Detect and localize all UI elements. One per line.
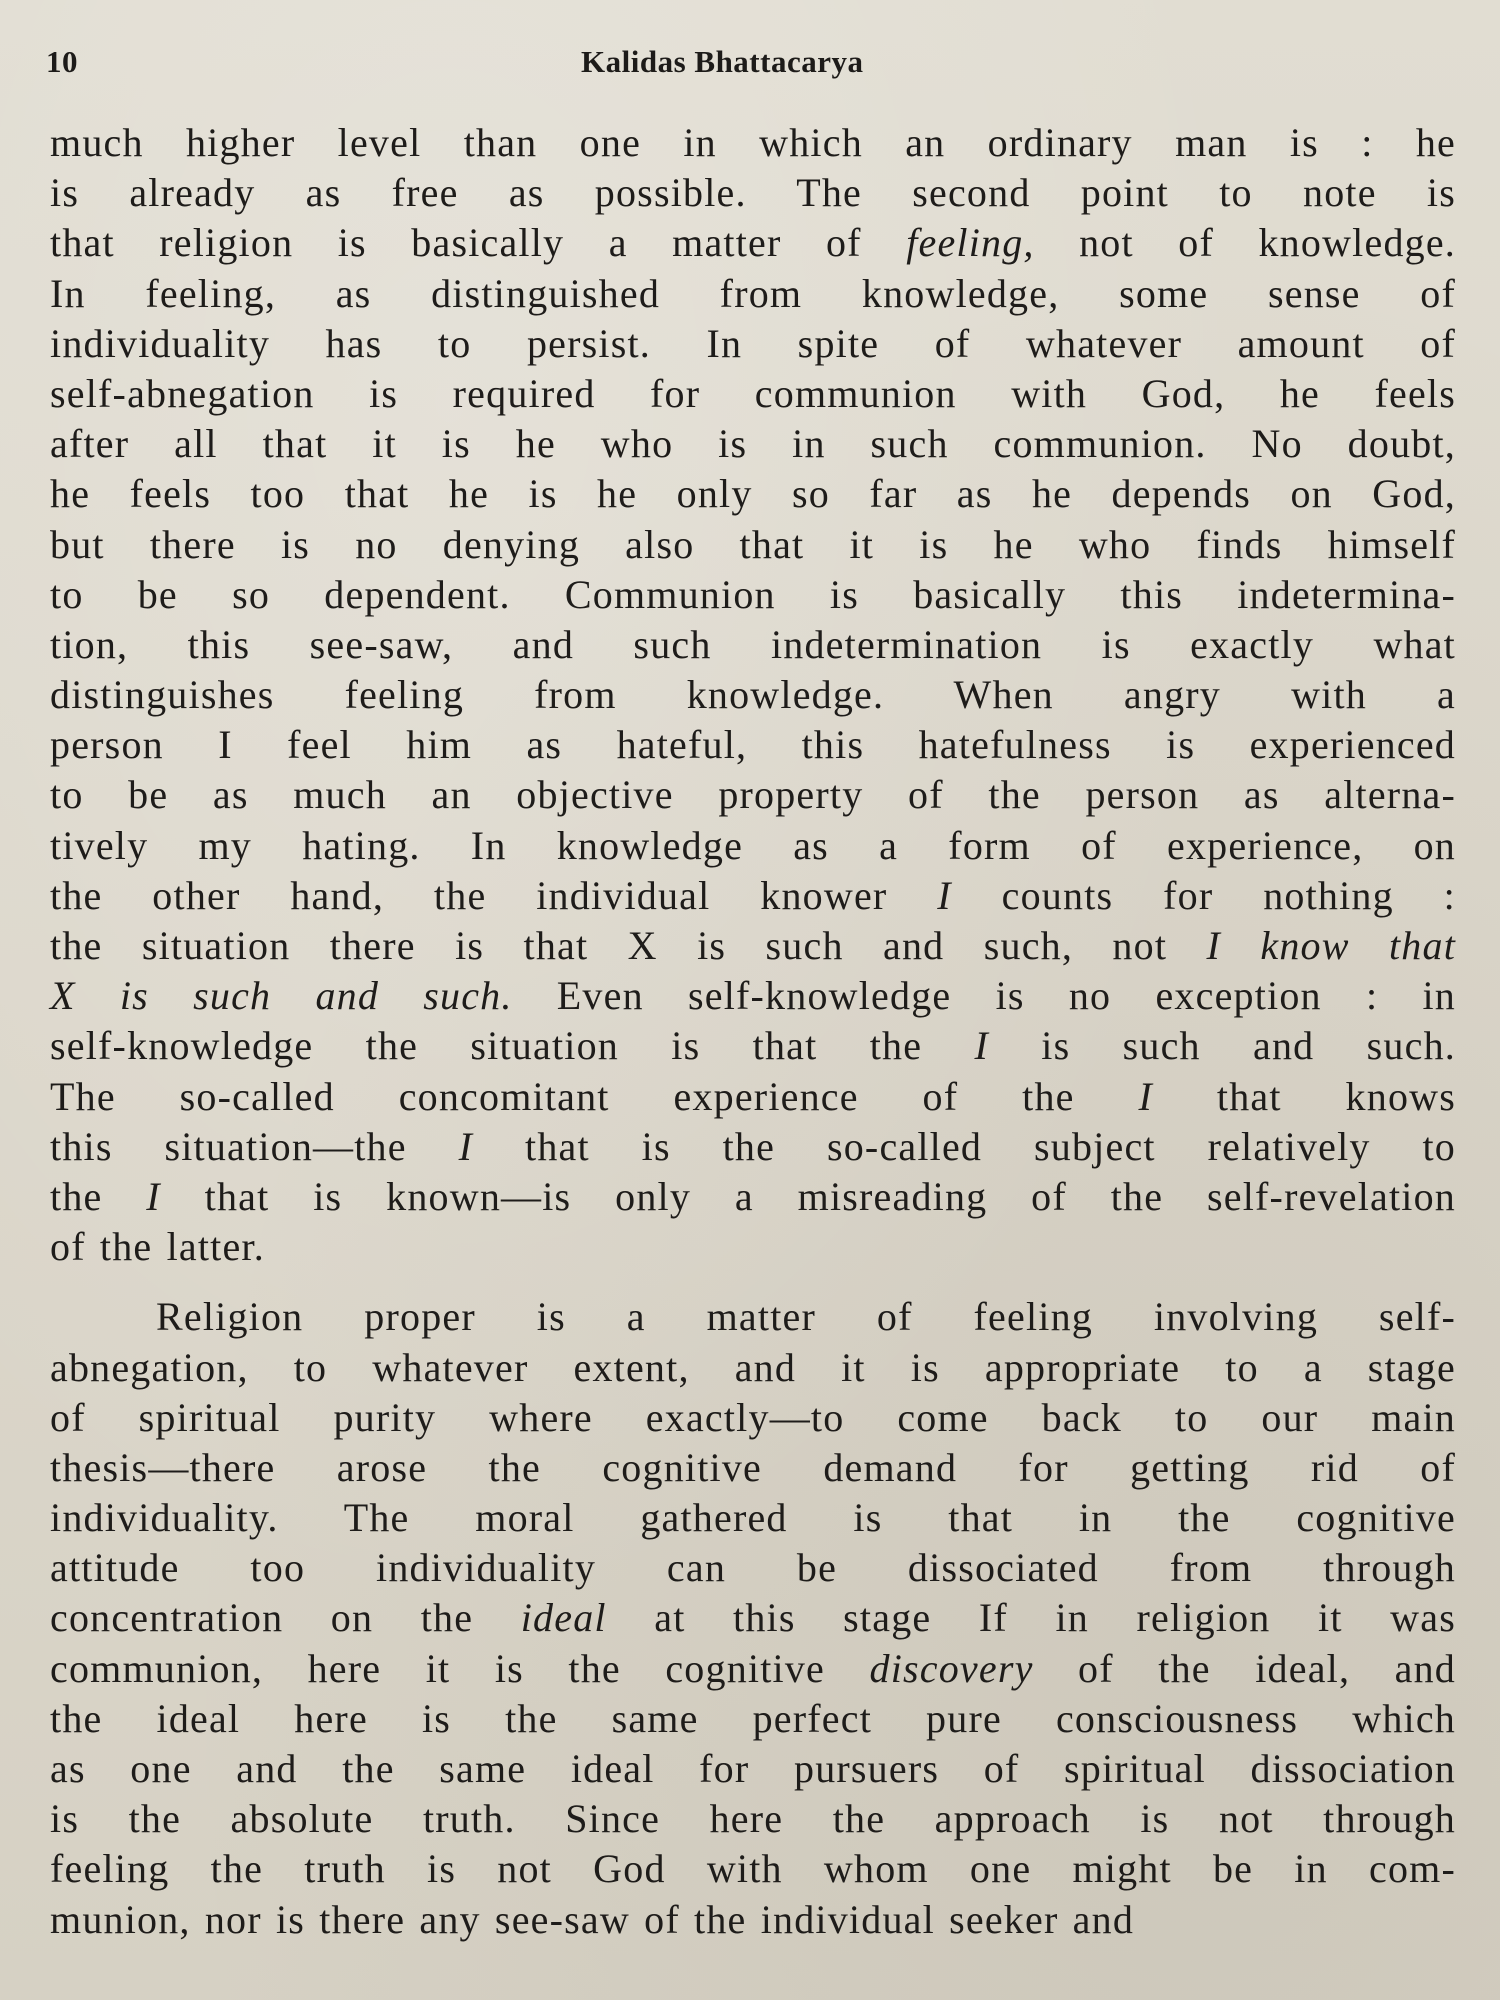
text-line (50, 369, 1456, 419)
text-run: he feels too that he is he only so far as he depends on God, (50, 471, 1456, 517)
text-line (50, 720, 1456, 770)
text-run: is such and such. (988, 1023, 1456, 1069)
running-head-author: Kalidas Bhattacarya (581, 44, 864, 79)
text-run: that knows (1153, 1073, 1457, 1119)
page-number: 10 (46, 44, 78, 79)
text-run: abnegation, to whatever extent, and it is appropriate to a stage (50, 1344, 1456, 1390)
text-run: counts for nothing : (951, 872, 1456, 918)
text-run: that is known—is only a misreading of the self-revelation (160, 1173, 1456, 1219)
text-line (50, 570, 1456, 620)
text-line (50, 1122, 1456, 1172)
text-line (50, 1343, 1456, 1393)
text-run: concentration on the (50, 1595, 521, 1641)
text-run: to be so dependent. Communion is basically this indetermina- (50, 571, 1456, 617)
text-line (50, 1292, 1456, 1342)
text-line (50, 168, 1456, 218)
text-line (50, 620, 1456, 670)
text-run: communion, here it is the cognitive (50, 1645, 870, 1691)
body-text (50, 118, 1456, 1945)
text-run: tively my hating. In knowledge as a form of experience, on (50, 822, 1456, 868)
text-line (50, 1644, 1456, 1694)
text-line (50, 1222, 1456, 1272)
text-line (50, 921, 1456, 971)
text-run: that religion is basically a matter of (50, 220, 907, 266)
text-run: attitude too individuality can be dissociated from through (50, 1545, 1456, 1591)
text-line (50, 1744, 1456, 1794)
italic-text-run: I know that (1206, 923, 1457, 968)
paragraph-gap (50, 1272, 1456, 1292)
text-line (50, 1443, 1456, 1493)
text-line (50, 770, 1456, 820)
text-line (50, 971, 1456, 1021)
text-run: feeling the truth is not God with whom one might be in com- (50, 1846, 1456, 1892)
text-run: of the latter. (50, 1224, 265, 1270)
text-line (50, 1794, 1456, 1844)
text-line (50, 269, 1456, 319)
text-run: of the ideal, and (1033, 1645, 1457, 1691)
text-line (50, 520, 1456, 570)
text-run: to be as much an objective property of the person as alterna- (50, 772, 1456, 818)
text-run: is already as free as possible. The second point to note is (50, 170, 1456, 216)
text-line (50, 670, 1456, 720)
text-line (50, 1021, 1456, 1071)
text-run: person I feel him as hateful, this hatefulness is experienced (50, 722, 1456, 768)
italic-text-run: I (974, 1023, 989, 1069)
text-run: The so-called concomitant experience of the (50, 1073, 1139, 1119)
text-line (50, 1694, 1456, 1744)
paragraph-1 (50, 118, 1456, 1272)
text-run: thesis—there arose the cognitive demand for getting rid of (50, 1444, 1456, 1490)
text-run: after all that it is he who is in such communion. No doubt, (50, 421, 1456, 467)
italic-text-run: discovery (869, 1645, 1034, 1691)
text-run: as one and the same ideal for pursuers of spiritual dissociation (50, 1746, 1456, 1791)
text-run: that is the so-called subject relatively to (473, 1123, 1457, 1169)
text-run: the other hand, the individual knower (50, 872, 938, 918)
text-line (50, 419, 1456, 469)
text-run: the ideal here is the same perfect pure consciousness which (50, 1695, 1456, 1741)
italic-text-run: feeling, (906, 220, 1035, 266)
text-run: Even self-knowledge is no exception : in (512, 973, 1456, 1019)
paragraph-2 (50, 1292, 1456, 1944)
text-line (50, 319, 1456, 369)
running-head (46, 44, 1270, 84)
text-line (50, 1543, 1456, 1593)
text-line (50, 118, 1456, 168)
italic-text-run: I (458, 1123, 474, 1169)
italic-text-run: I (937, 872, 952, 918)
text-run: much higher level than one in which an ordinary man is : he (50, 120, 1456, 165)
italic-text-run: I (1138, 1073, 1154, 1119)
italic-text-run: I (146, 1173, 161, 1219)
italic-text-run: ideal (520, 1595, 607, 1641)
text-run: self-knowledge the situation is that the (50, 1023, 975, 1069)
text-run: of spiritual purity where exactly—to come back to our main (50, 1394, 1456, 1440)
text-run: but there is no denying also that it is he who finds himself (50, 521, 1456, 567)
text-run: self-abnegation is required for communion with God, he feels (50, 370, 1456, 416)
text-run: this situation—the (50, 1123, 459, 1169)
text-run: tion, this see-saw, and such indetermination is exactly what (50, 621, 1456, 667)
text-run: individuality. The moral gathered is that in the cognitive (50, 1495, 1456, 1541)
text-line (50, 1895, 1456, 1945)
text-line (50, 1072, 1456, 1122)
text-line (50, 469, 1456, 519)
text-run: munion, nor is there any see-saw of the individual seeker and (50, 1896, 1135, 1942)
text-run: the (50, 1173, 147, 1219)
text-run: the situation there is that X is such and such, not (50, 923, 1207, 968)
text-line (50, 1844, 1456, 1894)
text-run: not of knowledge. (1034, 220, 1456, 266)
text-run: Religion proper is a matter of feeling involving self- (156, 1294, 1456, 1340)
italic-text-run: X is such and such. (50, 973, 513, 1019)
text-line (50, 871, 1456, 921)
text-line (50, 1593, 1456, 1643)
text-run: In feeling, as distinguished from knowledge, some sense of (50, 270, 1456, 316)
text-run: individuality has to persist. In spite of whatever amount of (50, 320, 1456, 366)
text-run: distinguishes feeling from knowledge. When angry with a (50, 672, 1456, 718)
text-line (50, 218, 1456, 268)
text-line (50, 1172, 1456, 1222)
text-line (50, 821, 1456, 871)
text-line (50, 1393, 1456, 1443)
text-run: at this stage If in religion it was (606, 1595, 1456, 1641)
text-run: is the absolute truth. Since here the approach is not through (50, 1796, 1456, 1842)
text-line (50, 1493, 1456, 1543)
